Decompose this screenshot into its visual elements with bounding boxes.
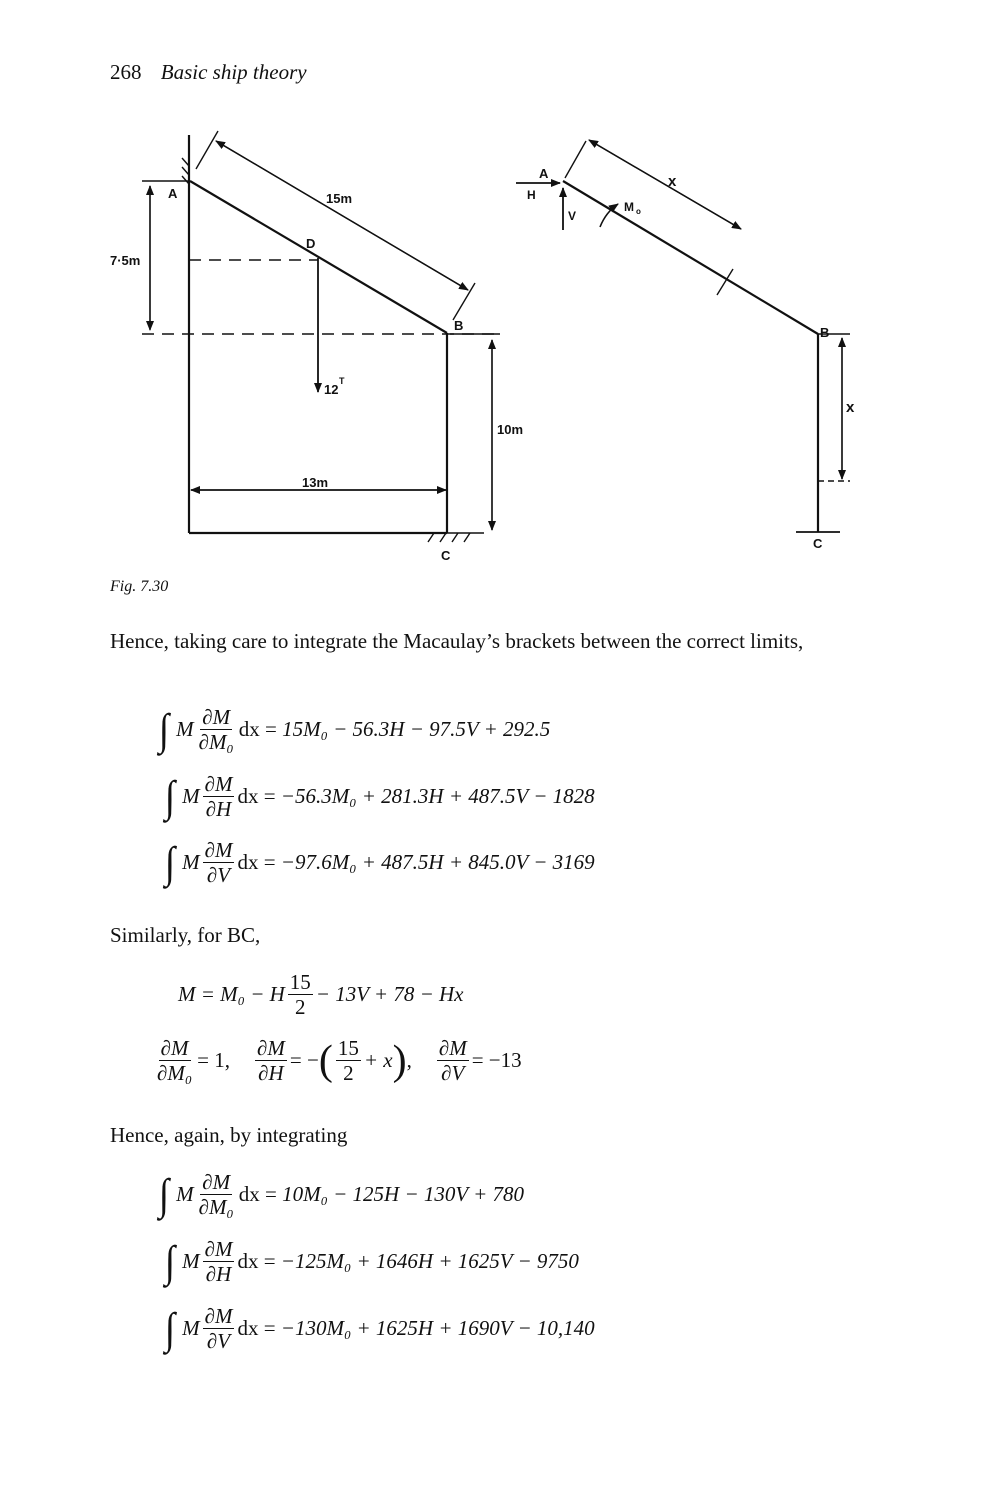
figure-caption: Fig. 7.30 <box>110 578 169 595</box>
fb-label-m0: M <box>624 200 634 214</box>
fig-dim-15m: 15m <box>326 191 353 206</box>
eq-bc-2-rhs: −125M₀ + 1646H + 1625V − 9750 <box>280 1249 579 1273</box>
fig-label-d: D <box>306 236 316 251</box>
paragraph-2: Similarly, for BC, <box>110 923 261 947</box>
eq-bc-2: ∫ M $\frac{\partial M}{\partial H}$ dx = −125M₀ + 1646H + 1625V − 9750 <box>164 1236 579 1286</box>
paragraph-1: Hence, taking care to integrate the Macaulay’s brackets between the correct limits, <box>110 629 804 653</box>
fig-load-unit: T <box>339 376 345 386</box>
eq-ab-2: ∫ M $\frac{\partial M}{\partial H}$ dx = −56.3M₀ + 281.3H + 487.5V − 1828 <box>164 771 595 821</box>
eq-ab-3-rhs: −97.6M₀ + 487.5H + 845.0V − 3169 <box>280 850 595 874</box>
figure-7-30 <box>0 120 995 580</box>
fb-label-v: V <box>568 209 577 223</box>
paragraph-3: Hence, again, by integrating <box>110 1123 348 1147</box>
page-number: 268 <box>110 60 142 84</box>
fig-dim-10m: 10m <box>497 422 524 437</box>
fig-load: 12 <box>324 382 339 397</box>
eq-ab-3: ∫ M $\frac{\partial M}{\partial V}$ dx = −97.6M₀ + 487.5H + 845.0V − 3169 <box>164 837 595 887</box>
fig-label-b: B <box>454 318 464 333</box>
fb-label-a: A <box>539 166 549 181</box>
eq-bc-3-rhs: −130M₀ + 1625H + 1690V − 10,140 <box>280 1316 595 1340</box>
eq-ab-1: ∫ M $\frac{\partial M}{\text{∂M₀}}$ dx = 15M₀ − 56.3H − 97.5V + 292.5 <box>158 704 551 754</box>
eq-bc-3: ∫ M $\frac{\partial M}{\partial V}$ dx = −130M₀ + 1625H + 1690V − 10,140 <box>164 1303 595 1353</box>
eq-bc-partials: $\frac{\partial M}{\text{∂M₀}}$ = 1, $\frac{\partial M}{\partial H}$ = − ( $\frac{15}{2}$ + x ) , $\frac{\partial M}{\partial V}$ = −13 <box>157 1036 522 1085</box>
eq-ab-2-rhs: −56.3M₀ + 281.3H + 487.5V − 1828 <box>280 784 595 808</box>
fig-dim-13m: 13m <box>302 475 329 490</box>
running-header <box>110 60 307 85</box>
fixed-support-c <box>428 533 470 542</box>
fb-label-b: B <box>820 325 830 340</box>
eq-bc-1-rhs: 10M₀ − 125H − 130V + 780 <box>282 1182 524 1206</box>
fb-member-ab <box>563 181 818 334</box>
eq-bc-moment: M = M₀ − H $\frac{15}{2}$ − 13V + 78 − Hx <box>178 970 464 1019</box>
fb-label-x-side: x <box>846 399 855 416</box>
fig-label-a: A <box>168 186 178 201</box>
fb-label-x-top: x <box>668 173 677 190</box>
fb-label-c: C <box>813 536 823 551</box>
fig-label-c: C <box>441 548 451 563</box>
fb-label-m0-sub: o <box>636 207 641 216</box>
running-title: Basic ship theory <box>160 60 307 84</box>
eq-bc-1: ∫ M $\frac{\partial M}{\text{∂M₀}}$ dx = 10M₀ − 125H − 130V + 780 <box>158 1169 524 1219</box>
fb-label-h: H <box>527 188 536 202</box>
eq-ab-1-rhs: 15M₀ − 56.3H − 97.5V + 292.5 <box>282 717 551 741</box>
fig-dim-7-5m: 7·5m <box>110 253 141 268</box>
